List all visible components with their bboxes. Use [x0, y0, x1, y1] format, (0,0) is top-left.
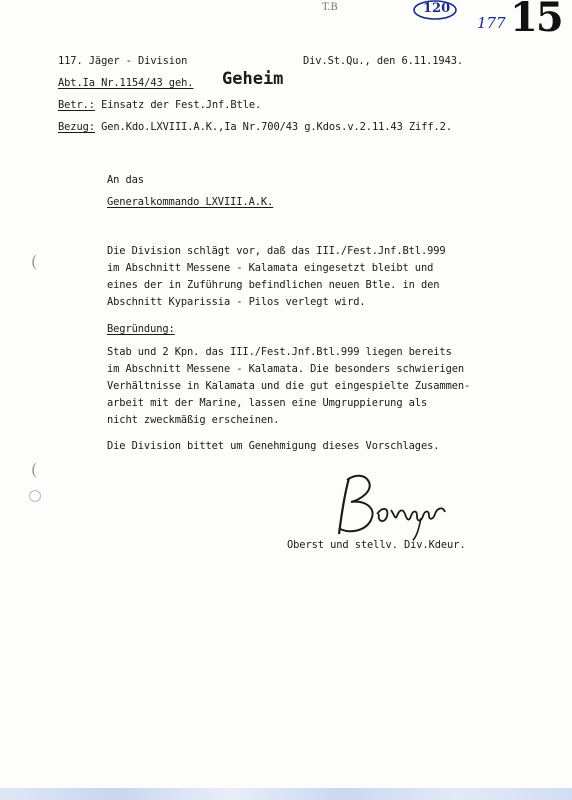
unit-name: 117. Jäger - Division: [58, 55, 188, 67]
handwritten-signature: [325, 470, 460, 545]
subject-label: Betr.:: [58, 99, 95, 111]
circled-number: 120: [423, 1, 451, 16]
para2-line-3: Verhältnisse in Kalamata und die gut eingespielte Zusammen-: [107, 380, 471, 392]
para1-line-4: Abschnitt Kyparissia - Pilos verlegt wird.: [107, 296, 366, 308]
top-mark: T.B: [322, 2, 338, 13]
signatory-title: Oberst und stellv. Div.Kdeur.: [287, 539, 466, 551]
binder-mark-2: (: [31, 460, 38, 479]
reference-text: Gen.Kdo.LXVIII.A.K.,Ia Nr.700/43 g.Kdos.v.2.11.43 Ziff.2.: [101, 121, 452, 133]
subject-text: Einsatz der Fest.Jnf.Btle.: [101, 99, 262, 111]
para2-line-4: arbeit mit der Marine, lassen eine Umgruppierung als: [107, 397, 428, 409]
reference-label: Bezug:: [58, 121, 95, 133]
para1-line-1: Die Division schlägt vor, daß das III./Fest.Jnf.Btl.999: [107, 245, 446, 257]
subject-line: [58, 99, 261, 111]
addressee-line-2: Generalkommando LXVIII.A.K.: [107, 196, 274, 208]
para2-line-2: im Abschnitt Messene - Kalamata. Die besonders schwierigen: [107, 363, 465, 375]
page-number-small: 177: [477, 14, 506, 32]
reason-heading: Begründung:: [107, 323, 175, 335]
para1-line-3: eines der in Zuführung befindlichen neuen Btle. in den: [107, 279, 440, 291]
place-date: Div.St.Qu., den 6.11.1943.: [303, 55, 464, 67]
reference-number: Abt.Ia Nr.1154/43 geh.: [58, 77, 194, 89]
reference-line: [58, 121, 452, 133]
para2-line-5: nicht zweckmäßig erscheinen.: [107, 414, 280, 426]
page-number-large: 15: [510, 0, 562, 41]
closing-request: Die Division bittet um Genehmigung dieses Vorschlages.: [107, 440, 440, 452]
para2-line-1: Stab und 2 Kpn. das III./Fest.Jnf.Btl.999 liegen bereits: [107, 346, 452, 358]
secret-stamp: Geheim: [222, 69, 284, 89]
scan-edge-strip: [0, 788, 572, 800]
binder-mark-1: (: [31, 252, 38, 271]
addressee-line-1: An das: [107, 174, 144, 186]
punch-hole: [29, 490, 41, 502]
para1-line-2: im Abschnitt Messene - Kalamata eingesetzt bleibt und: [107, 262, 434, 274]
